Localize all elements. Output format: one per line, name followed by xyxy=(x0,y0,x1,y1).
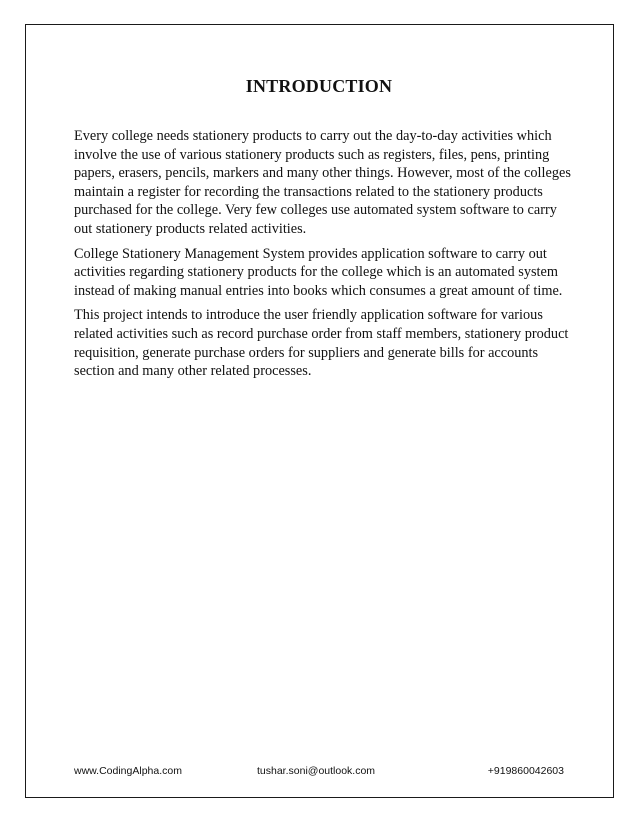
footer-website: www.CodingAlpha.com xyxy=(74,765,182,777)
page-title: INTRODUCTION xyxy=(245,76,393,96)
document-body xyxy=(74,127,574,387)
paragraph-2: College Stationery Management System provides application software to carry out activities regarding stationery products for the college which is an automated system instead of making manual entries into books which consumes a great amount of time. xyxy=(74,245,563,299)
footer-email: tushar.soni@outlook.com xyxy=(257,765,376,777)
paragraph-1: Every college needs stationery products to carry out the day-to-day activities which involve the use of various stationery products such as registers, files, pens, printing papers, erasers, pencils, markers and many other things. However, most of the colleges maintain a register for recording the transactions related to the stationery products purchased for the college. Very few colleges use automated system software to carry out stationery products related activities. xyxy=(74,128,571,237)
paragraph-3: This project intends to introduce the user friendly application software for various related activities such as record purchase order from staff members, stationery product requisition, generate purchase orders for suppliers and generate bills for accounts section and many other related processes. xyxy=(74,307,569,380)
footer-phone: +919860042603 xyxy=(487,765,564,777)
page-footer xyxy=(74,765,564,781)
